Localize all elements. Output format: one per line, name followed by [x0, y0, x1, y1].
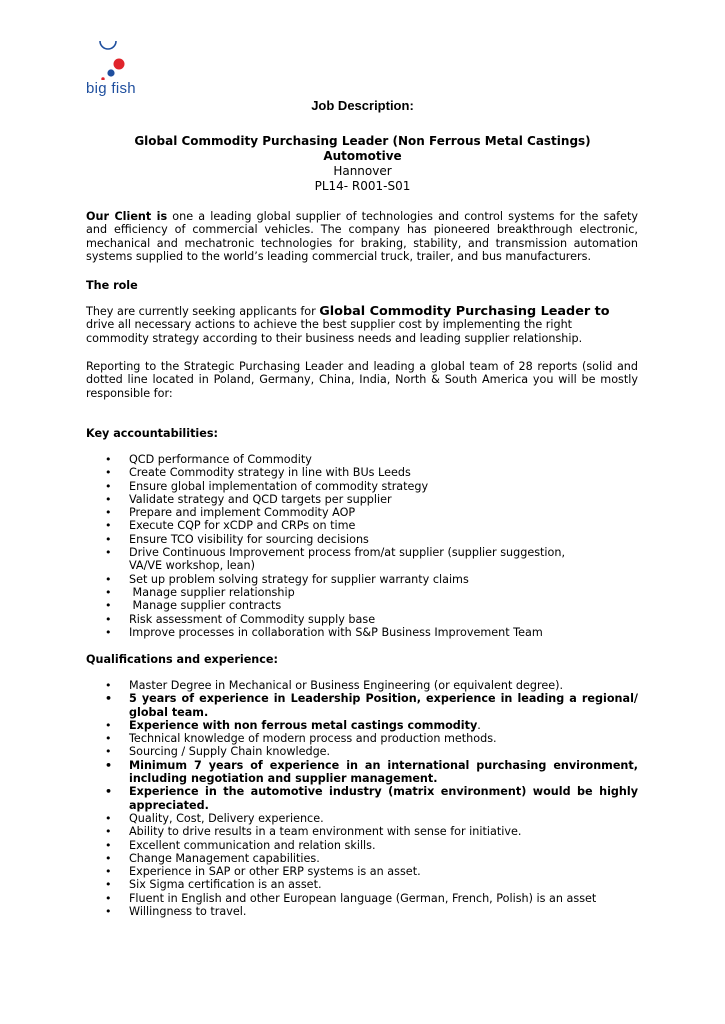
list-item: • Prepare and implement Commodity AOP [86, 506, 638, 519]
list-item [86, 719, 638, 732]
job-header [0, 134, 725, 194]
list-item: • Risk assessment of Commodity supply base [86, 613, 638, 626]
list-item: • Excellent communication and relation skills. [86, 839, 638, 852]
list-item: • Ensure TCO visibility for sourcing decisions [86, 533, 638, 546]
list-item: • Willingness to travel. [86, 905, 638, 918]
role-heading: The role [86, 279, 138, 292]
list-item: • QCD performance of Commodity [86, 453, 638, 466]
logo-text: big fish [86, 80, 136, 97]
list-item: • Change Management capabilities. [86, 852, 638, 865]
role-intro-after: drive all necessary actions to achieve the best supplier cost by implementing the right commodity strategy according to their business needs and leading supplier relationship. [86, 318, 583, 345]
role-intro [86, 305, 626, 345]
list-item: • Technical knowledge of modern process and production methods. [86, 732, 638, 745]
role-intro-emphasis: Global Commodity Purchasing Leader to [319, 304, 610, 319]
list-item: • Sourcing / Supply Chain knowledge. [86, 745, 638, 758]
list-item: • Improve processes in collaboration with S&P Business Improvement Team [86, 626, 638, 639]
list-item: • Drive Continuous Improvement process from/at supplier (supplier suggestion, VA/VE workshop, lean) [86, 546, 638, 573]
list-item: • Ensure global implementation of commodity strategy [86, 480, 638, 493]
list-item: • Manage supplier contracts [86, 599, 638, 612]
list-item: • Experience in the automotive industry (matrix environment) would be highly appreciated. [86, 785, 638, 812]
list-item: • Validate strategy and QCD targets per supplier [86, 493, 638, 506]
job-sector: Automotive [323, 149, 402, 163]
list-item: • Fluent in English and other European language (German, French, Polish) is an asset [86, 892, 638, 905]
list-item: • Experience in SAP or other ERP systems is an asset. [86, 865, 638, 878]
qualifications-list [86, 679, 638, 918]
job-reference: PL14- R001-S01 [314, 179, 411, 193]
accountabilities-list [86, 453, 638, 639]
list-item: • Execute CQP for xCDP and CRPs on time [86, 519, 638, 532]
list-item: • 5 years of experience in Leadership Position, experience in leading a regional/ global team. [86, 692, 638, 719]
client-paragraph [86, 210, 638, 263]
reporting-paragraph: Reporting to the Strategic Purchasing Leader and leading a global team of 28 reports (solid and dotted line located in Poland, Germany, China, India, North & South America you will be mostly responsible for: [86, 360, 638, 400]
list-item: • Minimum 7 years of experience in an international purchasing environment, including negotiation and supplier management. [86, 759, 638, 786]
company-logo [86, 38, 146, 100]
list-item: • Master Degree in Mechanical or Business Engineering (or equivalent degree). [86, 679, 638, 692]
role-intro-before: They are currently seeking applicants for [86, 305, 320, 318]
list-item: • Ability to drive results in a team environment with sense for initiative. [86, 825, 638, 838]
list-item-text: Experience with non ferrous metal castings commodity [129, 718, 478, 732]
logo-mark-icon [86, 38, 146, 80]
accountabilities-heading: Key accountabilities: [86, 427, 218, 440]
job-title: Global Commodity Purchasing Leader (Non Ferrous Metal Castings) [134, 134, 591, 148]
list-item: • Set up problem solving strategy for supplier warranty claims [86, 573, 638, 586]
list-item: • Create Commodity strategy in line with BUs Leeds [86, 466, 638, 479]
job-location: Hannover [333, 164, 392, 178]
list-item: • Quality, Cost, Delivery experience. [86, 812, 638, 825]
client-label: Our Client is [86, 210, 168, 223]
client-text: one a leading global supplier of technologies and control systems for the safety and efficiency of commercial vehicles. The company has pioneered breakthrough electronic, mechanical and mechatronic technologies for braking, stability, and transmission automation systems supplied to the world’s leading commercial truck, trailer, and bus manufacturers. [86, 210, 638, 263]
document-title: Job Description: [311, 98, 414, 113]
qualifications-heading: Qualifications and experience: [86, 653, 278, 666]
list-item: • Six Sigma certification is an asset. [86, 878, 638, 891]
list-item: • Manage supplier relationship [86, 586, 638, 599]
list-item-suffix: . [477, 718, 481, 732]
